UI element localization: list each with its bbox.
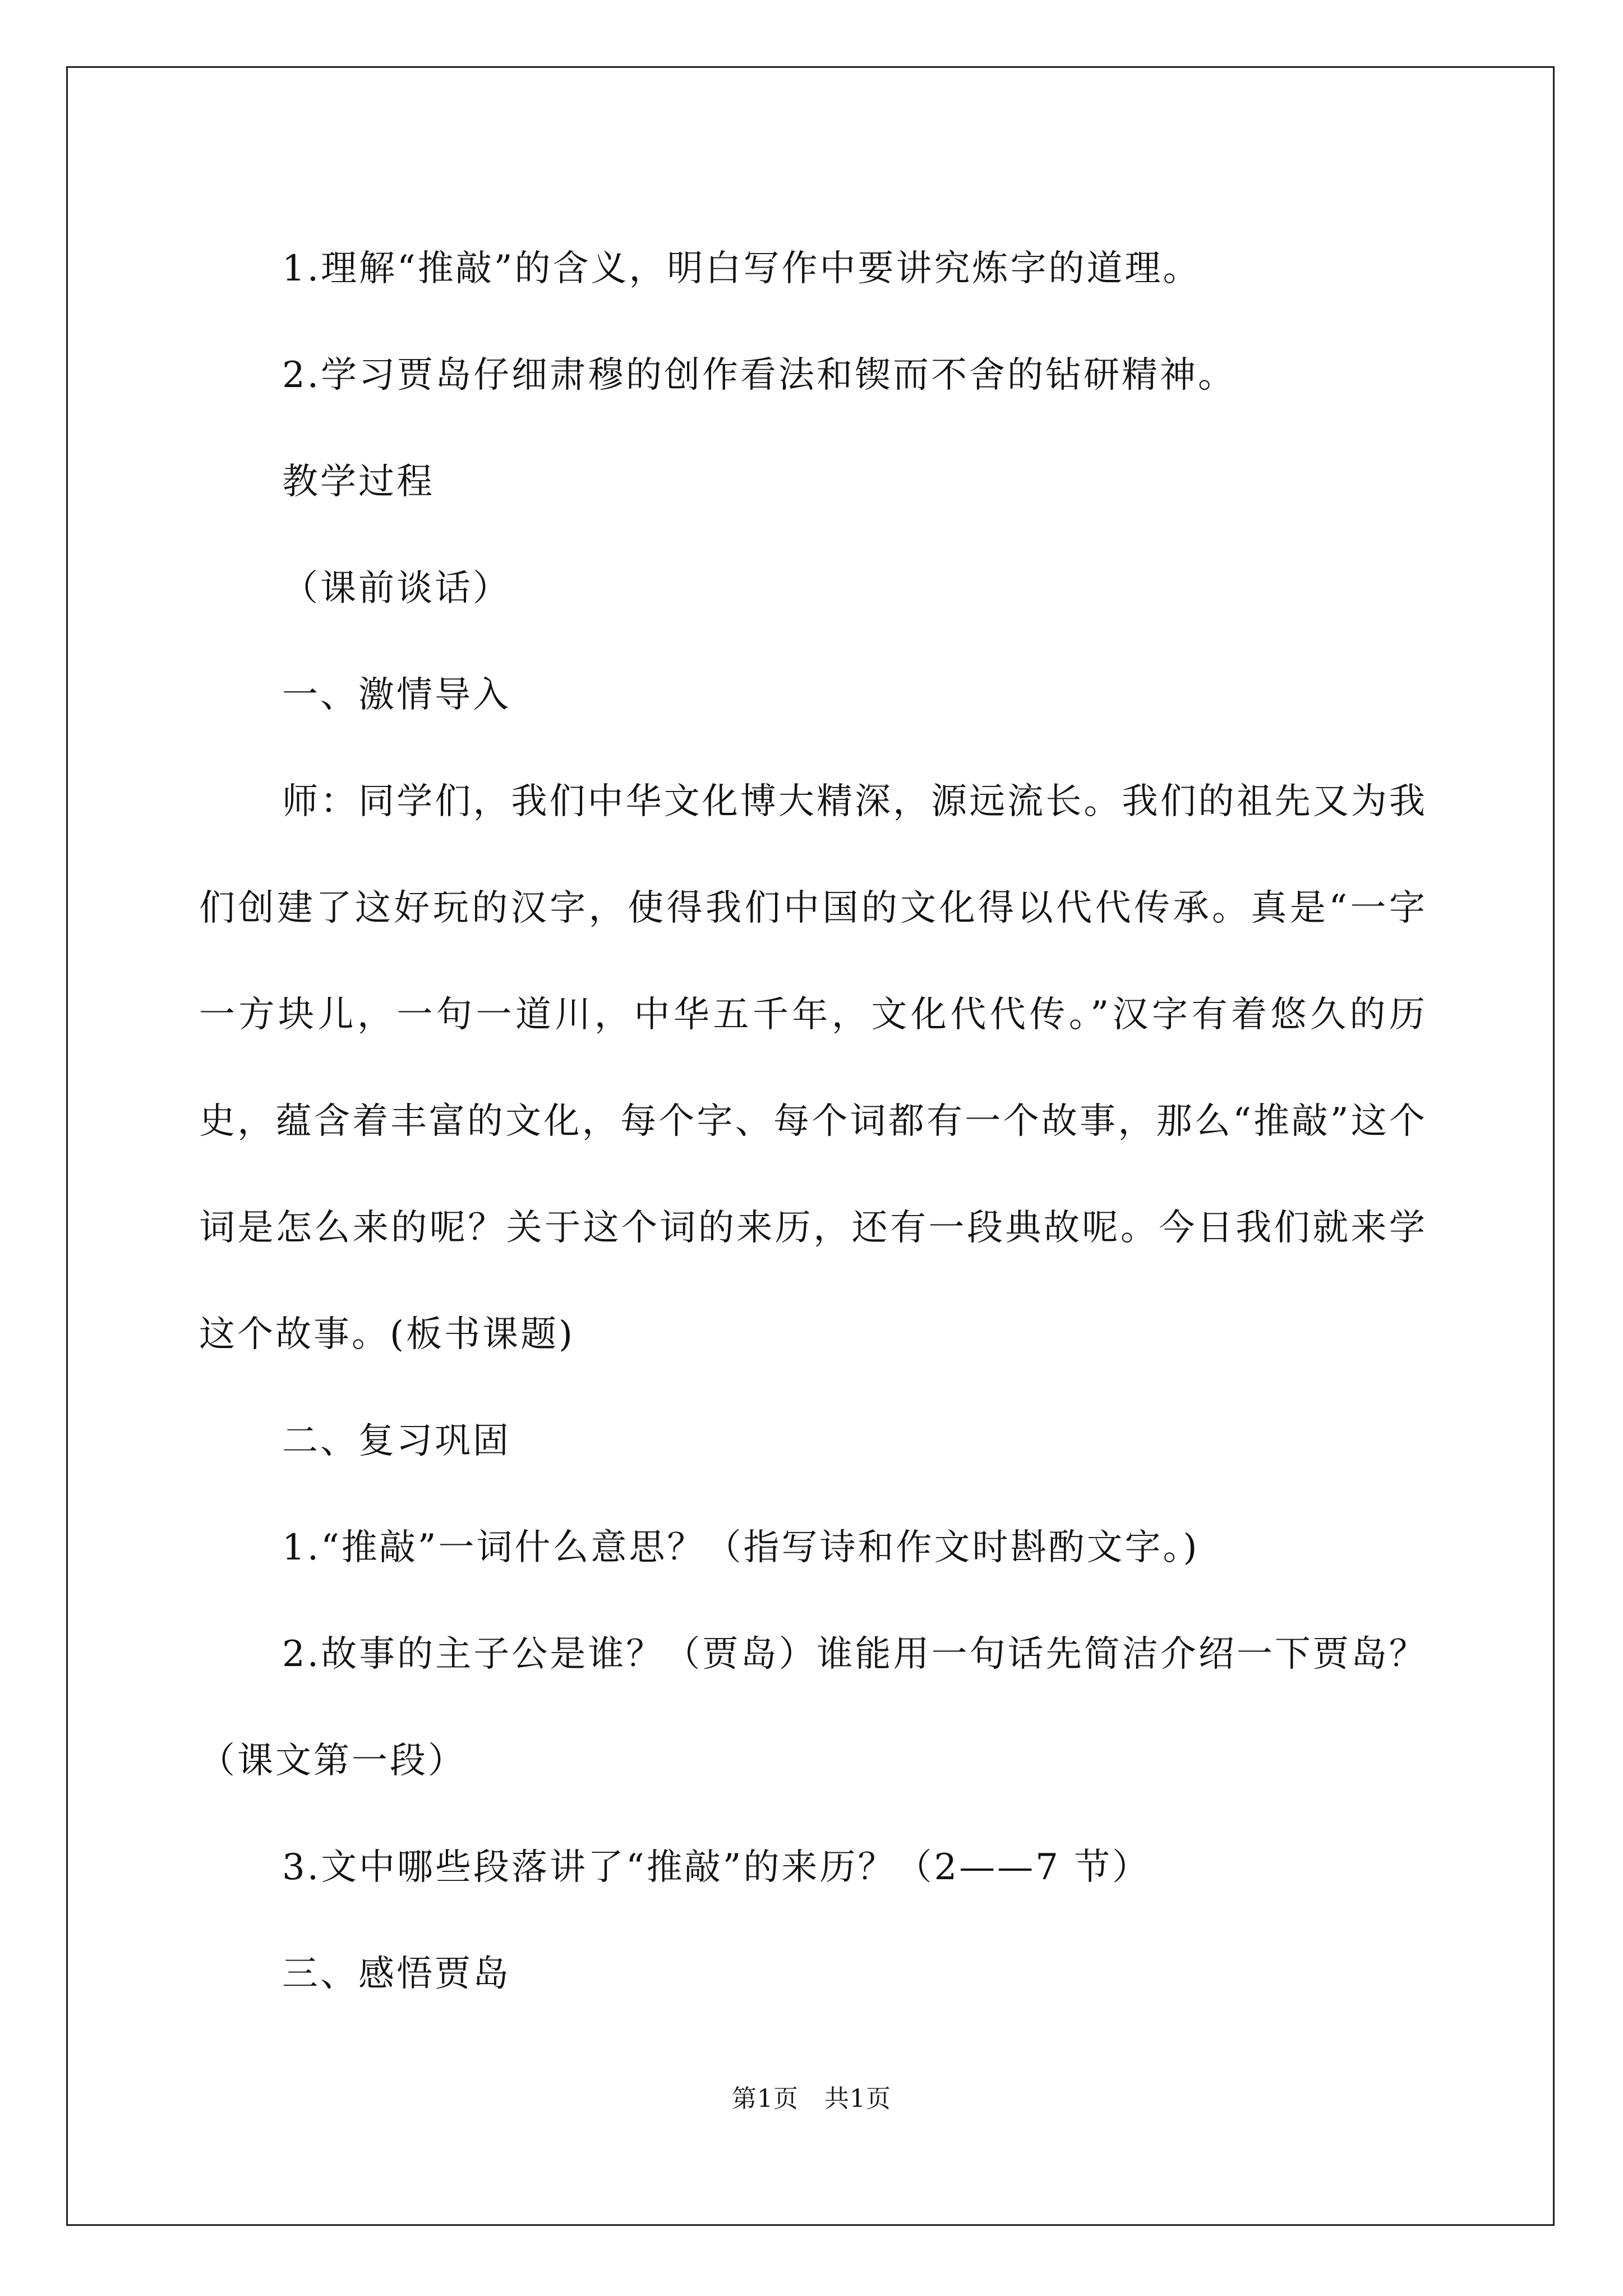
section-heading-teaching-process: 教学过程 [282,461,435,503]
pre-class-talk-note: （课前谈话） [282,568,511,609]
section-heading-introduction: 一、激情导入 [282,674,511,716]
goal-paragraph-2: 2.学习贾岛仔细肃穆的创作看法和锲而不舍的钻研精神。 [282,355,1237,396]
document-body [199,215,1427,2027]
page-number: 第1页 [732,2085,799,2113]
review-question-2: 2.故事的主子公是谁？（贾岛）谁能用一句话先简洁介绍一下贾岛？（课文第一段） [199,1634,1427,1782]
review-question-3: 3.文中哪些段落讲了“推敲”的来历？（2——7 节） [282,1847,1151,1888]
goal-paragraph-1: 1.理解“推敲”的含义，明白写作中要讲究炼字的道理。 [282,248,1201,289]
review-question-1: 1.“推敲”一词什么意思？（指写诗和作文时斟酌文字。) [282,1527,1200,1568]
section-heading-understanding: 三、感悟贾岛 [282,1953,511,1995]
page-total: 共1页 [824,2085,891,2113]
page-footer [0,2082,1623,2116]
section-heading-review: 二、复习巩固 [282,1420,511,1462]
teacher-intro-paragraph: 师：同学们，我们中华文化博大精深，源远流长。我们的祖先又为我们创建了这好玩的汉字，使得我们中国的文化得以代代传承。真是“一字一方块儿，一句一道川，中华五千年，文化代代传。”汉字有着悠久的历史，蕴含着丰富的文化，每个字、每个词都有一个故事，那么“推敲”这个词是怎么来的呢？关于这个词的来历，还有一段典故呢。今日我们就来学这个故事。(板书课题) [199,781,1427,1355]
